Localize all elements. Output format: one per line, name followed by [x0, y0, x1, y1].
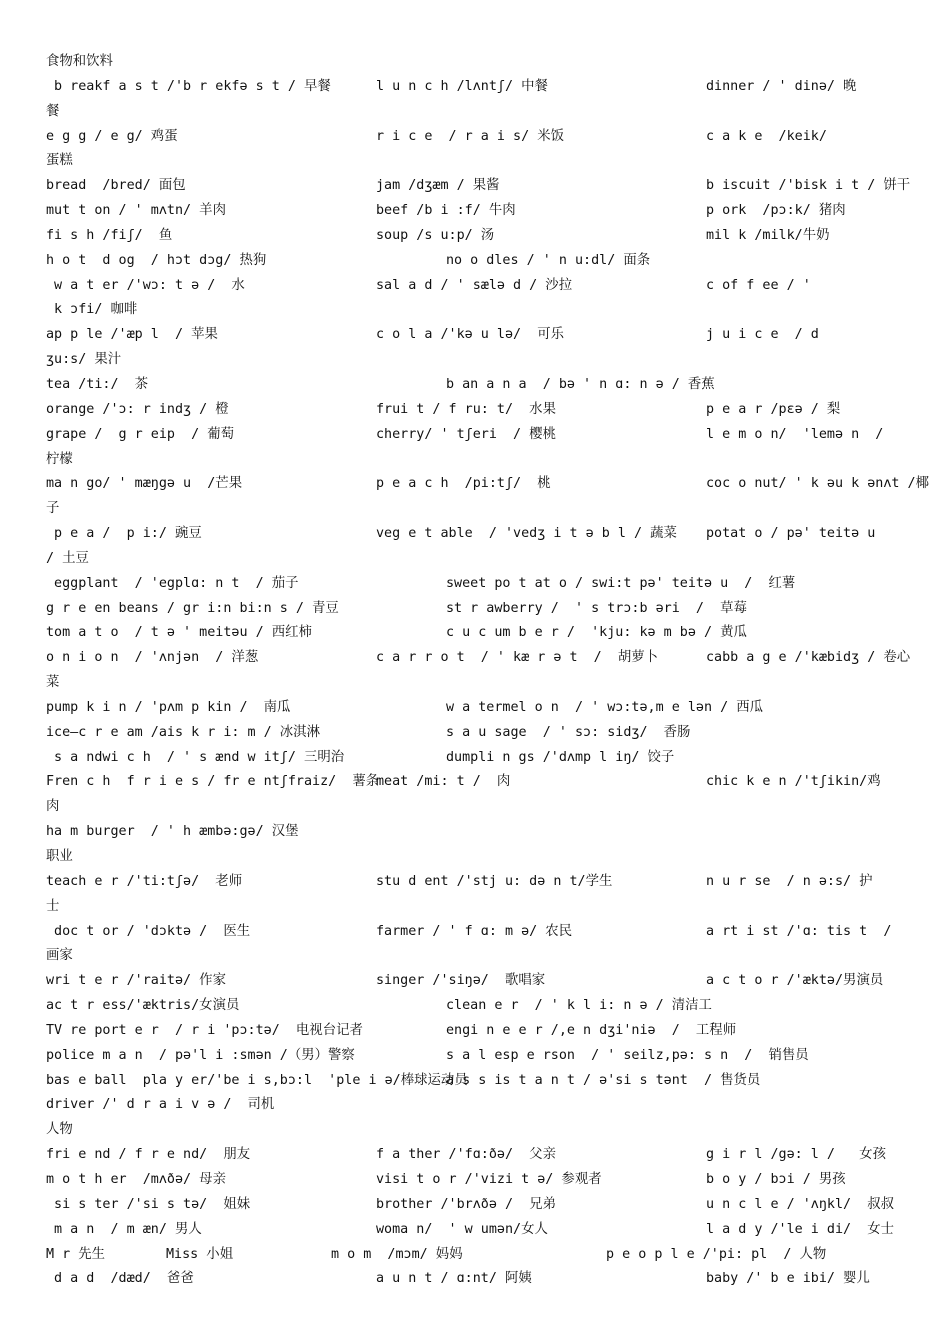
- vocab-entry: eggplant / 'egplɑ: n t / 茄子: [46, 575, 299, 591]
- vocab-entry: ha m burger / ' h æmbə:gə/ 汉堡: [46, 824, 299, 840]
- vocab-entry: soup /s u:p/ 汤: [376, 227, 495, 243]
- vocab-entry: cherry/ ' tʃeri / 樱桃: [376, 426, 556, 442]
- vocab-entry: coc o nut/ ' k əu k ənʌt /椰: [706, 476, 929, 492]
- vocab-line: [46, 448, 906, 473]
- vocab-entry: brother /'brʌðə / 兄弟: [376, 1196, 556, 1212]
- vocab-entry: Fren c h f r i e s / fr e ntʃfraiz/ 薯条: [46, 774, 380, 790]
- vocab-line: [46, 522, 906, 547]
- vocab-entry: p e a c h /pi:tʃ/ 桃: [376, 476, 551, 492]
- vocab-entry: mil k /milk/牛奶: [706, 227, 830, 243]
- vocab-entry: a c t o r /'æktə/男演员: [706, 973, 884, 989]
- vocab-entry: doc t or / 'dɔktə / 医生: [46, 923, 251, 939]
- vocab-entry: p e a r /pɛə / 梨: [706, 401, 841, 417]
- vocab-line: [46, 820, 906, 845]
- vocab-entry: b an a n a / bə ' n ɑ: n ə / 香蕉: [446, 376, 715, 392]
- vocab-entry: l u n c h /lʌntʃ/ 中餐: [376, 78, 548, 94]
- vocab-entry: farmer / ' f ɑ: m ə/ 农民: [376, 923, 573, 939]
- vocab-entry: veg e t able / 'vedʒ i t ə b l / 蔬菜: [376, 526, 677, 542]
- vocab-entry: / 土豆: [46, 550, 89, 566]
- vocab-entry: dumpli n gs /'dʌmp l iŋ/ 饺子: [446, 749, 675, 765]
- vocab-entry: engi n e e r /,e n dʒi'niə / 工程师: [446, 1022, 737, 1038]
- vocab-entry: s a l esp e rson / ' seilz,pə: s n / 销售员: [446, 1047, 809, 1063]
- vocab-line: [46, 298, 906, 323]
- vocab-entry: h o t d og / hɔt dɔg/ 热狗: [46, 252, 267, 268]
- vocab-entry: fi s h /fiʃ/ 鱼: [46, 227, 173, 243]
- section-heading: [46, 1118, 906, 1143]
- vocab-entry: d a d /dæd/ 爸爸: [46, 1271, 194, 1287]
- vocab-entry: Miss 小姐: [166, 1246, 234, 1262]
- vocab-entry: o n i o n / 'ʌnjən / 洋葱: [46, 650, 259, 666]
- vocab-line: [46, 348, 906, 373]
- vocab-entry: ma n go/ ' mæŋgə u /芒果: [46, 476, 243, 492]
- heading-text: 食物和饮料: [46, 54, 113, 69]
- vocab-line: [46, 696, 906, 721]
- vocab-line: [46, 274, 906, 299]
- vocab-entry: sweet po t at o / swi:t pə' teitə u / 红薯: [446, 575, 796, 591]
- vocab-entry: c of f ee / ': [706, 277, 811, 293]
- vocab-line: [46, 944, 906, 969]
- vocab-entry: si s ter /'si s tə/ 姐妹: [46, 1196, 251, 1212]
- vocab-entry: grape / g r eip / 葡萄: [46, 426, 235, 442]
- vocab-entry: potat o / pə' teitə u: [706, 526, 876, 542]
- vocab-entry: s a ndwi c h / ' s ænd w itʃ/ 三明治: [46, 749, 345, 765]
- vocab-entry: a s s is t a n t / ə'si s tənt / 售货员: [446, 1072, 761, 1088]
- vocab-entry: m a n / m æn/ 男人: [46, 1221, 202, 1237]
- section-heading: [46, 845, 906, 870]
- vocab-entry: l a d y /'le i di/ 女士: [706, 1221, 895, 1237]
- vocab-entry: 菜: [46, 675, 60, 691]
- vocab-entry: a rt i st /'ɑ: tis t /: [706, 923, 892, 939]
- vocab-entry: wri t e r /'raitə/ 作家: [46, 973, 226, 989]
- vocab-line: [46, 572, 906, 597]
- vocab-entry: driver /' d r a i v ə / 司机: [46, 1097, 275, 1113]
- vocab-entry: TV re port e r / r i 'pɔ:tə/ 电视台记者: [46, 1022, 363, 1038]
- vocab-line: [46, 994, 906, 1019]
- vocab-line: [46, 1218, 906, 1243]
- vocab-line: [46, 969, 906, 994]
- vocab-line: [46, 249, 906, 274]
- vocab-line: [46, 100, 906, 125]
- vocab-entry: st r awberry / ' s trɔ:b əri / 草莓: [446, 600, 747, 616]
- vocab-entry: jam /dʒæm / 果酱: [376, 178, 500, 194]
- vocab-line: [46, 795, 906, 820]
- vocab-entry: 柠檬: [46, 451, 73, 467]
- vocab-entry: g r e en beans / gr i:n bi:n s / 青豆: [46, 600, 339, 616]
- vocab-line: [46, 224, 906, 249]
- vocab-line: [46, 721, 906, 746]
- vocab-entry: n u r se / n ə:s/ 护: [706, 873, 873, 889]
- vocab-entry: visi t o r /'vizi t ə/ 参观者: [376, 1171, 602, 1187]
- vocab-line: [46, 373, 906, 398]
- vocab-entry: M r 先生: [46, 1246, 106, 1262]
- vocab-entry: pump k i n / 'pʌm p kin / 南瓜: [46, 699, 291, 715]
- vocab-entry: ac t r ess/'æktris/女演员: [46, 998, 240, 1014]
- vocab-line: [46, 199, 906, 224]
- vocab-line: [46, 920, 906, 945]
- vocab-entry: chic k e n /'tʃikin/鸡: [706, 774, 881, 790]
- vocab-entry: no o dles / ' n u:dl/ 面条: [446, 252, 651, 268]
- vocab-entry: 肉: [46, 799, 60, 815]
- vocab-entry: meat /mi: t / 肉: [376, 774, 511, 790]
- vocab-line: [46, 423, 906, 448]
- vocab-entry: c u c um b e r / 'kju: kə m bə / 黄瓜: [446, 625, 747, 641]
- vocab-entry: woma n/ ' w umən/女人: [376, 1221, 548, 1237]
- vocab-line: [46, 1143, 906, 1168]
- vocab-entry: 画家: [46, 948, 73, 964]
- vocab-entry: mut t on / ' mʌtn/ 羊肉: [46, 203, 226, 219]
- vocab-entry: 蛋糕: [46, 153, 73, 169]
- vocab-entry: m o t h er /mʌðə/ 母亲: [46, 1171, 226, 1187]
- vocab-entry: fri e nd / f r e nd/ 朋友: [46, 1147, 251, 1163]
- vocab-entry: clean e r / ' k l i: n ə / 清洁工: [446, 998, 712, 1014]
- vocab-line: [46, 174, 911, 199]
- vocab-line: [46, 671, 906, 696]
- vocab-line: [46, 1243, 906, 1268]
- vocab-entry: g i r l /gə: l / 女孩: [706, 1147, 886, 1163]
- vocab-entry: 餐: [46, 103, 60, 119]
- vocab-entry: frui t / f ru: t/ 水果: [376, 401, 556, 417]
- section-heading: [46, 50, 906, 75]
- vocab-line: [46, 472, 929, 497]
- vocab-line: [46, 547, 906, 572]
- vocab-entry: p ork /pɔ:k/ 猪肉: [706, 203, 846, 219]
- vocab-entry: c a r r o t / ' kæ r ə t / 胡萝卜: [376, 650, 659, 666]
- vocab-line: [46, 746, 906, 771]
- vocab-line: [46, 1193, 906, 1218]
- vocab-entry: k ɔfi/ 咖啡: [46, 302, 138, 318]
- vocab-entry: ap p le /'æp l / 苹果: [46, 327, 218, 343]
- vocab-line: [46, 1069, 906, 1094]
- vocab-entry: w a termel o n / ' wɔ:tə,m e lən / 西瓜: [446, 699, 764, 715]
- vocab-line: [46, 646, 911, 671]
- vocab-entry: p e a / p i:/ 豌豆: [46, 526, 202, 542]
- vocab-entry: a u n t / ɑ:nt/ 阿姨: [376, 1271, 532, 1287]
- vocab-line: [46, 149, 906, 174]
- vocab-line: [46, 1044, 906, 1069]
- vocab-entry: s a u sage / ' sɔ: sidʒ/ 香肠: [446, 724, 691, 740]
- vocab-entry: bas e ball pla y er/'be i s,bɔ:l 'ple i ə/棒球运动员: [46, 1072, 468, 1088]
- vocab-line: [46, 895, 906, 920]
- vocab-entry: tom a t o / t ə ' meitəu / 西红柿: [46, 625, 312, 641]
- vocab-entry: u n c l e / 'ʌŋkl/ 叔叔: [706, 1196, 895, 1212]
- vocab-entry: r i c e / r a i s/ 米饭: [376, 128, 565, 144]
- vocab-entry: c o l a /'kə u lə/ 可乐: [376, 327, 565, 343]
- vocab-entry: b o y / bɔi / 男孩: [706, 1171, 846, 1187]
- vocab-line: [46, 1019, 906, 1044]
- vocab-entry: c a k e /keik/: [706, 128, 827, 144]
- vocab-line: [46, 597, 906, 622]
- vocab-entry: b iscuit /'bisk i t / 饼干: [706, 178, 911, 194]
- vocab-entry: w a t er /'wɔ: t ə / 水: [46, 277, 245, 293]
- vocab-line: [46, 621, 906, 646]
- vocab-entry: b reakf a s t /'b r ekfə s t / 早餐: [46, 78, 331, 94]
- vocab-entry: j u i c e / d: [706, 327, 819, 343]
- vocab-entry: beef /b i :f/ 牛肉: [376, 203, 516, 219]
- vocab-entry: police m a n / pə'l i :smən /（男）警察: [46, 1047, 355, 1063]
- vocab-entry: cabb a g e /'kæbidʒ / 卷心: [706, 650, 911, 666]
- vocab-entry: ice—c r e am /ais k r i: m / 冰淇淋: [46, 724, 320, 740]
- vocab-line: [46, 1267, 906, 1292]
- vocab-line: [46, 125, 906, 150]
- vocab-line: [46, 323, 906, 348]
- vocab-entry: baby /' b e ibi/ 婴儿: [706, 1271, 870, 1287]
- vocab-entry: 子: [46, 501, 60, 517]
- vocab-line: [46, 1168, 906, 1193]
- vocab-entry: sal a d / ' sælə d / 沙拉: [376, 277, 573, 293]
- vocab-entry: stu d ent /'stj u: də n t/学生: [376, 873, 613, 889]
- heading-text: 职业: [46, 849, 73, 864]
- vocab-line: [46, 398, 906, 423]
- vocab-line: [46, 1093, 906, 1118]
- vocab-line: [46, 770, 906, 795]
- vocab-entry: l e m o n/ 'lemə n /: [706, 426, 884, 442]
- vocab-entry: bread /bred/ 面包: [46, 178, 186, 194]
- vocab-entry: orange /'ɔ: r indʒ / 橙: [46, 401, 229, 417]
- vocab-line: [46, 75, 906, 100]
- document-body: [46, 50, 929, 1292]
- vocab-entry: e g g / e g/ 鸡蛋: [46, 128, 178, 144]
- vocab-entry: tea /ti:/ 茶: [46, 376, 149, 392]
- vocab-entry: p e o p l e /'pi: pl / 人物: [606, 1246, 827, 1262]
- vocab-line: [46, 870, 906, 895]
- vocab-entry: teach e r /'ti:tʃə/ 老师: [46, 873, 243, 889]
- vocab-entry: f a ther /'fɑ:ðə/ 父亲: [376, 1147, 556, 1163]
- vocab-entry: singer /'siŋə/ 歌唱家: [376, 973, 546, 989]
- vocab-line: [46, 497, 906, 522]
- heading-text: 人物: [46, 1122, 73, 1138]
- vocab-entry: ʒu:s/ 果汁: [46, 352, 122, 368]
- vocab-entry: 士: [46, 898, 60, 914]
- vocab-entry: dinner / ' dinə/ 晚: [706, 78, 857, 94]
- vocab-entry: m o m /mɔm/ 妈妈: [331, 1246, 463, 1262]
